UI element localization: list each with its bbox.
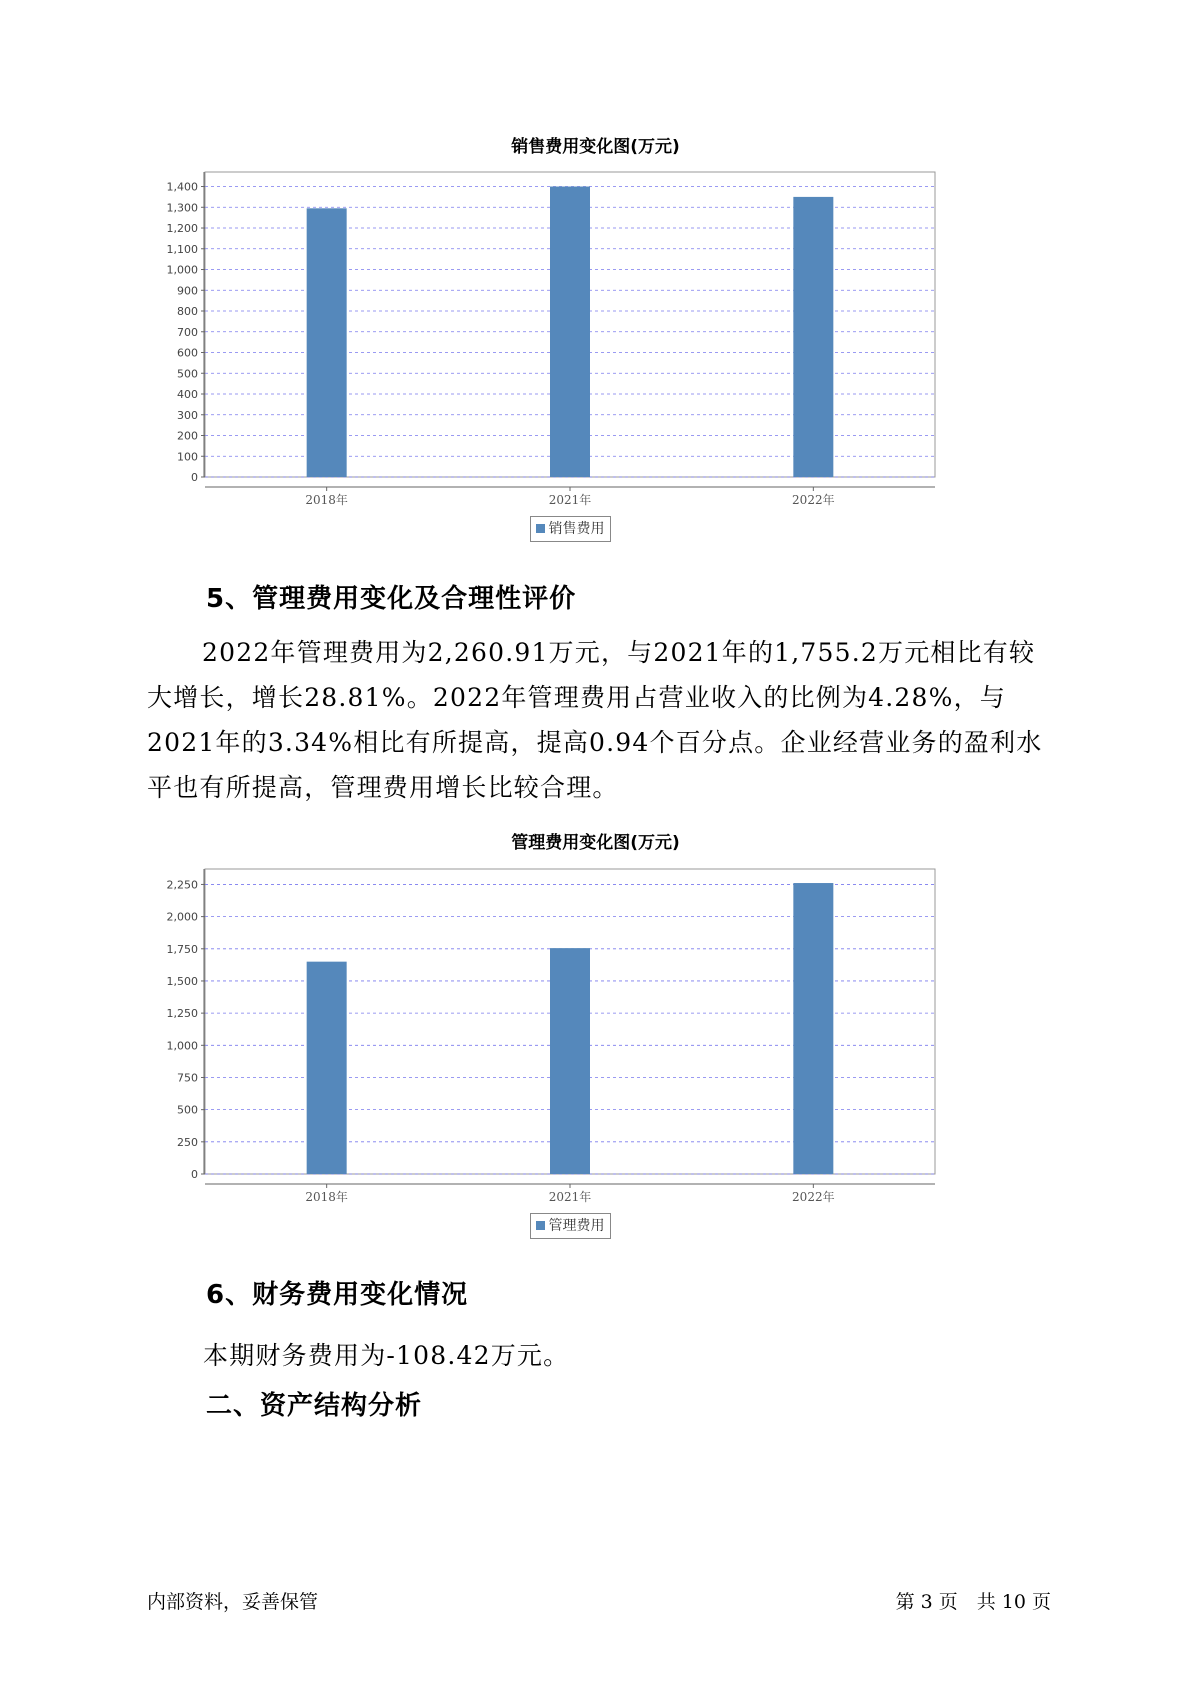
y-tick-label: 100 xyxy=(177,450,198,464)
sales-expense-legend xyxy=(530,516,611,542)
y-tick-label: 1,500 xyxy=(166,974,198,988)
y-tick-label: 2,250 xyxy=(166,878,198,892)
y-tick-label: 1,000 xyxy=(166,263,198,277)
x-tick-label: 2022年 xyxy=(792,493,835,507)
y-tick-label: 1,400 xyxy=(166,180,198,194)
y-tick-label: 0 xyxy=(191,471,198,484)
section-6-text: 本期财务费用为-108.42万元。 xyxy=(203,1341,570,1370)
y-tick-label: 1,300 xyxy=(166,201,198,215)
y-tick-label: 800 xyxy=(177,305,198,319)
x-tick-label: 2018年 xyxy=(305,1190,348,1204)
bar-2021年 xyxy=(550,187,590,477)
y-tick-label: 500 xyxy=(177,367,198,381)
x-tick-label: 2021年 xyxy=(548,493,592,507)
footer-page-number: 第 3 页 共 10 页 xyxy=(895,1591,1051,1613)
section-5-paragraph xyxy=(147,630,1057,810)
chart1-title: 销售费用变化图(万元) xyxy=(511,137,680,157)
legend-swatch xyxy=(536,524,545,533)
legend-label: 销售费用 xyxy=(548,521,605,537)
asset-structure-heading: 二、资产结构分析 xyxy=(206,1391,423,1421)
y-tick-label: 0 xyxy=(191,1168,198,1181)
y-tick-label: 250 xyxy=(177,1135,198,1149)
y-tick-label: 600 xyxy=(177,346,198,360)
section-6-heading: 6、财务费用变化情况 xyxy=(206,1280,469,1310)
admin-expense-chart-svg xyxy=(150,857,950,1212)
y-tick-label: 1,000 xyxy=(166,1039,198,1053)
y-tick-label: 2,000 xyxy=(166,910,198,924)
legend-label: 管理费用 xyxy=(548,1218,605,1234)
y-tick-label: 200 xyxy=(177,429,198,443)
sales-expense-chart-svg xyxy=(150,160,950,515)
chart2-title: 管理费用变化图(万元) xyxy=(511,833,680,853)
admin-expense-chart xyxy=(150,857,950,1212)
bar-2018年 xyxy=(307,208,347,477)
bar-2022年 xyxy=(793,197,833,477)
y-tick-label: 1,750 xyxy=(166,942,198,956)
x-tick-label: 2022年 xyxy=(792,1190,835,1204)
y-tick-label: 400 xyxy=(177,388,198,402)
y-tick-label: 1,200 xyxy=(166,222,198,236)
y-tick-label: 300 xyxy=(177,408,198,422)
bar-2018年 xyxy=(307,962,347,1174)
y-tick-label: 700 xyxy=(177,325,198,339)
sales-expense-chart xyxy=(150,160,950,515)
footer-confidential: 内部资料，妥善保管 xyxy=(147,1591,319,1613)
admin-expense-legend xyxy=(530,1213,611,1239)
x-tick-label: 2021年 xyxy=(548,1190,592,1204)
bar-2021年 xyxy=(550,948,590,1174)
bar-2022年 xyxy=(793,883,833,1174)
x-tick-label: 2018年 xyxy=(305,493,348,507)
section-5-heading: 5、管理费用变化及合理性评价 xyxy=(206,584,577,614)
y-tick-label: 500 xyxy=(177,1103,198,1117)
y-tick-label: 900 xyxy=(177,284,198,298)
y-tick-label: 750 xyxy=(177,1071,198,1085)
legend-swatch xyxy=(536,1221,545,1230)
y-tick-label: 1,100 xyxy=(166,242,198,256)
y-tick-label: 1,250 xyxy=(166,1007,198,1021)
section-5-text: 2022年管理费用为2,260.91万元，与2021年的1,755.2万元相比有较大增长，增长28.81%。2022年管理费用占营业收入的比例为4.28%，与2021年的3.34%相比有所提高，提高0.94个百分点。企业经营业务的盈利水平也有所提高，管理费用增长比较合理。 xyxy=(147,638,1043,802)
